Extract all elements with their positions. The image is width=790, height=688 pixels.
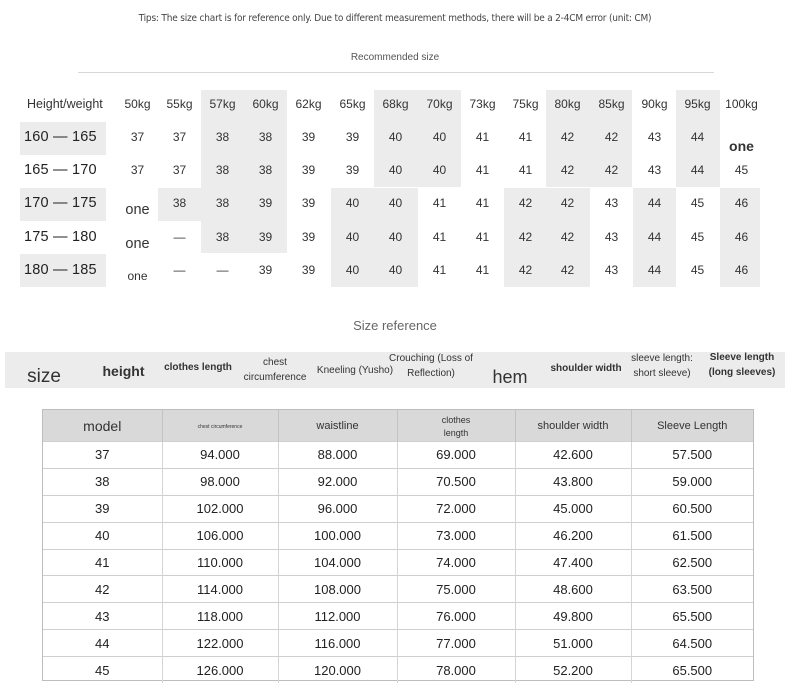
size-cell: one <box>125 236 150 252</box>
divider <box>78 72 714 73</box>
size-cell: 39 <box>301 130 316 144</box>
table-cell: 104.000 <box>278 549 397 576</box>
table-cell: 63.500 <box>631 576 753 603</box>
table-cell: 120.000 <box>278 657 397 683</box>
size-cell: 44 <box>690 130 705 144</box>
table-cell: 61.500 <box>631 522 753 549</box>
size-cell: 43 <box>647 163 662 177</box>
ref-header-short-sleeve: sleeve length: short sleeve) <box>631 353 693 379</box>
table-cell: 59.000 <box>631 468 753 495</box>
table-cell: 70.500 <box>397 468 515 495</box>
ref-header-hem: hem <box>492 367 528 387</box>
size-cell: 41 <box>518 163 533 177</box>
table-cell: 112.000 <box>278 603 397 630</box>
ref-header-size: size <box>27 366 61 387</box>
size-cell: 40 <box>345 230 360 244</box>
col-header-model: model <box>43 410 162 442</box>
model-size-table-wrap <box>42 409 754 681</box>
size-cell: 42 <box>518 196 533 210</box>
size-cell: 41 <box>475 263 490 277</box>
height-weight-header: Height/weight <box>27 97 103 111</box>
size-cell: 42 <box>604 130 619 144</box>
col-header-chest: chest circumference <box>162 410 278 442</box>
size-cell: 37 <box>172 163 187 177</box>
table-cell: 51.000 <box>515 630 631 657</box>
size-cell: 38 <box>172 196 187 210</box>
table-cell: 38 <box>43 468 162 495</box>
size-cell: — <box>173 230 186 244</box>
recommended-size-title: Recommended size <box>350 52 440 63</box>
weight-header: 62kg <box>295 97 322 111</box>
table-cell: 72.000 <box>397 495 515 522</box>
size-cell: one <box>729 138 754 154</box>
size-cell: 37 <box>172 130 187 144</box>
size-cell: 38 <box>215 230 230 244</box>
size-cell: 40 <box>388 196 403 210</box>
size-cell: 41 <box>475 230 490 244</box>
table-cell: 73.000 <box>397 522 515 549</box>
size-cell: 37 <box>130 130 145 144</box>
table-row <box>43 603 753 630</box>
size-cell: one <box>125 202 150 218</box>
size-cell: 39 <box>345 130 360 144</box>
size-cell: 41 <box>475 196 490 210</box>
table-cell: 39 <box>43 495 162 522</box>
size-cell: 42 <box>560 196 575 210</box>
size-cell: 43 <box>647 130 662 144</box>
weight-header: 100kg <box>725 97 758 111</box>
size-cell: 40 <box>388 163 403 177</box>
size-cell: 40 <box>345 196 360 210</box>
height-range-label: 165 — 170 <box>24 162 97 178</box>
table-row <box>43 495 753 522</box>
size-cell: 39 <box>258 230 273 244</box>
table-cell: 122.000 <box>162 630 278 657</box>
table-cell: 48.600 <box>515 576 631 603</box>
size-cell: — <box>173 263 186 277</box>
table-cell: 45.000 <box>515 495 631 522</box>
size-cell: 44 <box>690 163 705 177</box>
size-cell: 44 <box>647 263 662 277</box>
table-cell: 49.800 <box>515 603 631 630</box>
table-cell: 74.000 <box>397 549 515 576</box>
table-cell: 69.000 <box>397 442 515 469</box>
size-cell: 41 <box>518 130 533 144</box>
ref-header-shoulder-width: shoulder width <box>550 363 622 374</box>
size-cell: one <box>127 269 148 283</box>
table-cell: 37 <box>43 442 162 469</box>
weight-header: 75kg <box>512 97 539 111</box>
size-cell: 40 <box>432 130 447 144</box>
height-range-label: 180 — 185 <box>24 262 97 278</box>
table-cell: 57.500 <box>631 442 753 469</box>
table-row <box>43 522 753 549</box>
size-cell: 41 <box>475 130 490 144</box>
weight-header: 60kg <box>252 97 279 111</box>
weight-header: 50kg <box>124 97 151 111</box>
weight-header: 73kg <box>469 97 496 111</box>
table-cell: 118.000 <box>162 603 278 630</box>
table-cell: 126.000 <box>162 657 278 683</box>
table-cell: 108.000 <box>278 576 397 603</box>
size-cell: 39 <box>258 263 273 277</box>
size-cell: 41 <box>475 163 490 177</box>
size-cell: 42 <box>604 163 619 177</box>
table-header-row <box>43 410 753 442</box>
size-cell: 42 <box>518 230 533 244</box>
size-cell: 38 <box>215 196 230 210</box>
table-cell: 44 <box>43 630 162 657</box>
table-row <box>43 442 753 469</box>
size-cell: 46 <box>734 196 749 210</box>
size-cell: 44 <box>647 196 662 210</box>
size-cell: — <box>216 263 229 277</box>
table-cell: 88.000 <box>278 442 397 469</box>
size-cell: 44 <box>647 230 662 244</box>
size-cell: 43 <box>604 196 619 210</box>
model-size-table <box>43 410 753 683</box>
size-cell: 42 <box>560 263 575 277</box>
size-cell: 38 <box>215 130 230 144</box>
size-cell: 40 <box>432 163 447 177</box>
col-header-waistline: waistline <box>278 410 397 442</box>
size-cell: 41 <box>432 230 447 244</box>
height-range-label: 175 — 180 <box>24 229 97 245</box>
ref-header-height: height <box>102 363 145 379</box>
weight-header: 85kg <box>598 97 625 111</box>
table-cell: 102.000 <box>162 495 278 522</box>
table-cell: 42 <box>43 576 162 603</box>
table-cell: 116.000 <box>278 630 397 657</box>
col-header-shoulder-width: shoulder width <box>515 410 631 442</box>
size-cell: 38 <box>215 163 230 177</box>
size-cell: 42 <box>560 163 575 177</box>
size-cell: 43 <box>604 230 619 244</box>
size-cell: 42 <box>518 263 533 277</box>
table-cell: 114.000 <box>162 576 278 603</box>
table-cell: 110.000 <box>162 549 278 576</box>
table-cell: 78.000 <box>397 657 515 683</box>
tips-text: Tips: The size chart is for reference only. Due to different measurement methods, there will be a 2-4CM error (unit: CM) <box>138 13 652 24</box>
table-cell: 52.200 <box>515 657 631 683</box>
size-cell: 39 <box>301 230 316 244</box>
col-header-sleeve-length: Sleeve Length <box>631 410 753 442</box>
table-body <box>43 442 753 684</box>
size-cell: 41 <box>432 196 447 210</box>
size-cell: 39 <box>258 196 273 210</box>
table-cell: 45 <box>43 657 162 683</box>
size-cell: 40 <box>345 263 360 277</box>
ref-header-clothes-length: clothes length <box>164 362 232 373</box>
ref-header-kneeling: Kneeling (Yusho) <box>316 365 394 376</box>
table-cell: 43 <box>43 603 162 630</box>
size-cell: 39 <box>301 263 316 277</box>
table-cell: 65.500 <box>631 657 753 683</box>
table-cell: 94.000 <box>162 442 278 469</box>
table-cell: 65.500 <box>631 603 753 630</box>
size-cell: 40 <box>388 263 403 277</box>
table-cell: 40 <box>43 522 162 549</box>
size-cell: 42 <box>560 230 575 244</box>
weight-header: 55kg <box>166 97 193 111</box>
size-cell: 45 <box>690 263 705 277</box>
table-cell: 60.500 <box>631 495 753 522</box>
weight-header: 90kg <box>641 97 668 111</box>
table-row <box>43 549 753 576</box>
size-cell: 40 <box>388 230 403 244</box>
ref-header-chest: chest circumference <box>243 357 307 383</box>
table-cell: 41 <box>43 549 162 576</box>
size-cell: 45 <box>690 230 705 244</box>
table-cell: 47.400 <box>515 549 631 576</box>
size-cell: 38 <box>258 163 273 177</box>
size-cell: 42 <box>560 130 575 144</box>
size-cell: 45 <box>690 196 705 210</box>
table-cell: 42.600 <box>515 442 631 469</box>
weight-header: 80kg <box>554 97 581 111</box>
table-cell: 76.000 <box>397 603 515 630</box>
table-row <box>43 657 753 683</box>
table-cell: 62.500 <box>631 549 753 576</box>
table-cell: 106.000 <box>162 522 278 549</box>
size-cell: 37 <box>130 163 145 177</box>
weight-header: 57kg <box>209 97 236 111</box>
weight-header: 95kg <box>684 97 711 111</box>
table-row <box>43 576 753 603</box>
weight-header: 70kg <box>426 97 453 111</box>
size-reference-title: Size reference <box>353 318 437 333</box>
weight-header: 65kg <box>339 97 366 111</box>
table-cell: 77.000 <box>397 630 515 657</box>
ref-header-crouching: Crouching (Loss of Reflection) <box>389 353 473 379</box>
size-cell: 45 <box>734 163 749 177</box>
size-cell: 39 <box>301 163 316 177</box>
height-range-label: 160 — 165 <box>24 129 97 145</box>
size-cell: 46 <box>734 230 749 244</box>
table-cell: 75.000 <box>397 576 515 603</box>
table-cell: 98.000 <box>162 468 278 495</box>
table-cell: 43.800 <box>515 468 631 495</box>
weight-header: 68kg <box>382 97 409 111</box>
col-header-clothes-length: clothes length <box>397 410 515 442</box>
ref-header-long-sleeve: Sleeve length (long sleeves) <box>708 352 776 378</box>
table-row <box>43 468 753 495</box>
size-cell: 41 <box>432 263 447 277</box>
size-cell: 39 <box>345 163 360 177</box>
size-cell: 40 <box>388 130 403 144</box>
table-row <box>43 630 753 657</box>
size-cell: 38 <box>258 130 273 144</box>
table-cell: 96.000 <box>278 495 397 522</box>
size-cell: 39 <box>301 196 316 210</box>
table-cell: 64.500 <box>631 630 753 657</box>
height-range-label: 170 — 175 <box>24 195 97 211</box>
table-cell: 100.000 <box>278 522 397 549</box>
size-cell: 43 <box>604 263 619 277</box>
table-cell: 92.000 <box>278 468 397 495</box>
size-cell: 46 <box>734 263 749 277</box>
table-cell: 46.200 <box>515 522 631 549</box>
